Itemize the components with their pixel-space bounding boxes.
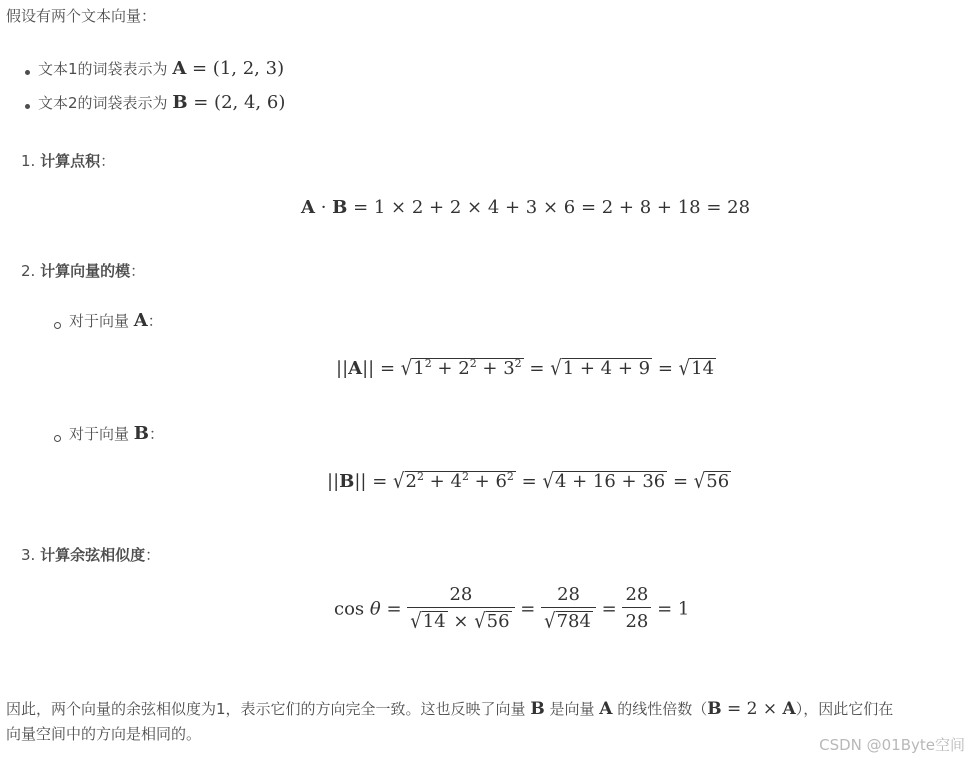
step-1-label: 计算点积 [40,152,101,170]
fraction-1: $\frac{28}{√14 \times √56}$ [407,583,514,636]
bullet-1-math: A = (1, 2, 3) [172,58,285,79]
step-1-number: 1. [21,152,36,170]
step-3-number: 3. [21,546,36,564]
sub-item-b [69,423,164,445]
fraction-3: $\frac{28}{28}$ [622,583,651,636]
step-1-heading [21,150,115,172]
bullet-2-text: 文本2的词袋表示为 [38,94,173,112]
step-2-heading [21,260,145,282]
conclusion-text-b: 是向量 [544,700,600,718]
step-1-colon: ： [100,152,116,170]
conclusion-math: B = 2 × A [707,699,796,719]
sub-a-var: A [133,310,148,331]
step-3-label: 计算余弦相似度 [40,546,146,564]
step-2-number: 2. [21,262,36,280]
step-2-label: 计算向量的模 [40,262,131,280]
bullet-2-math: B = (2, 4, 6) [172,92,286,113]
sub-b-var: B [133,423,149,444]
sub-a-colon: ： [147,312,163,330]
intro-text: 假设有两个文本向量： [6,7,157,25]
cosine-equation: cos θ = $\frac{28}{√14 \times √56}$ = $\frac{28}{√784}$ = $\frac{28}{28}$ = 1 [334,583,689,636]
bullet-item-2 [38,92,285,114]
norm-a-equation: $||A|| = √1^2 + 2^2 + 3^2 = √1 + 4 + 9 = √14$ [336,356,715,381]
dot-product-equation: A · B = 1 × 2 + 2 × 4 + 3 × 6 = 2 + 8 + 18 = 28 [301,197,751,218]
watermark: CSDN @01Byte空间 [819,736,965,754]
sub-item-a [69,310,163,332]
conclusion-line-1 [6,698,893,720]
sub-b-text: 对于向量 [69,425,134,443]
conclusion-text-a: 因此，两个向量的余弦相似度为1，表示它们的方向完全一致。这也反映了向量 [6,700,531,718]
bullet-icon [25,104,30,109]
sub-bullet-icon [54,435,61,442]
conclusion-line-2: 向量空间中的方向是相同的。 [6,725,202,743]
conclusion-text-d: ），因此它们在 [795,700,894,718]
sub-bullet-icon [54,322,61,329]
fraction-2: $\frac{28}{√784}$ [541,583,596,636]
sub-a-text: 对于向量 [69,312,134,330]
step-3-heading [21,544,160,566]
bullet-1-text: 文本1的词袋表示为 [38,60,173,78]
conclusion-var-a: A [599,699,613,719]
bullet-icon [25,70,30,75]
step-3-colon: ： [145,546,161,564]
step-2-colon: ： [130,262,146,280]
conclusion-var-b: B [530,699,545,719]
bullet-item-1 [38,58,284,80]
sub-b-colon: ： [149,425,165,443]
conclusion-text-c: 的线性倍数（ [612,700,708,718]
norm-b-equation: $||B|| = √2^2 + 4^2 + 6^2 = √4 + 16 + 36 = √56$ [327,469,730,494]
